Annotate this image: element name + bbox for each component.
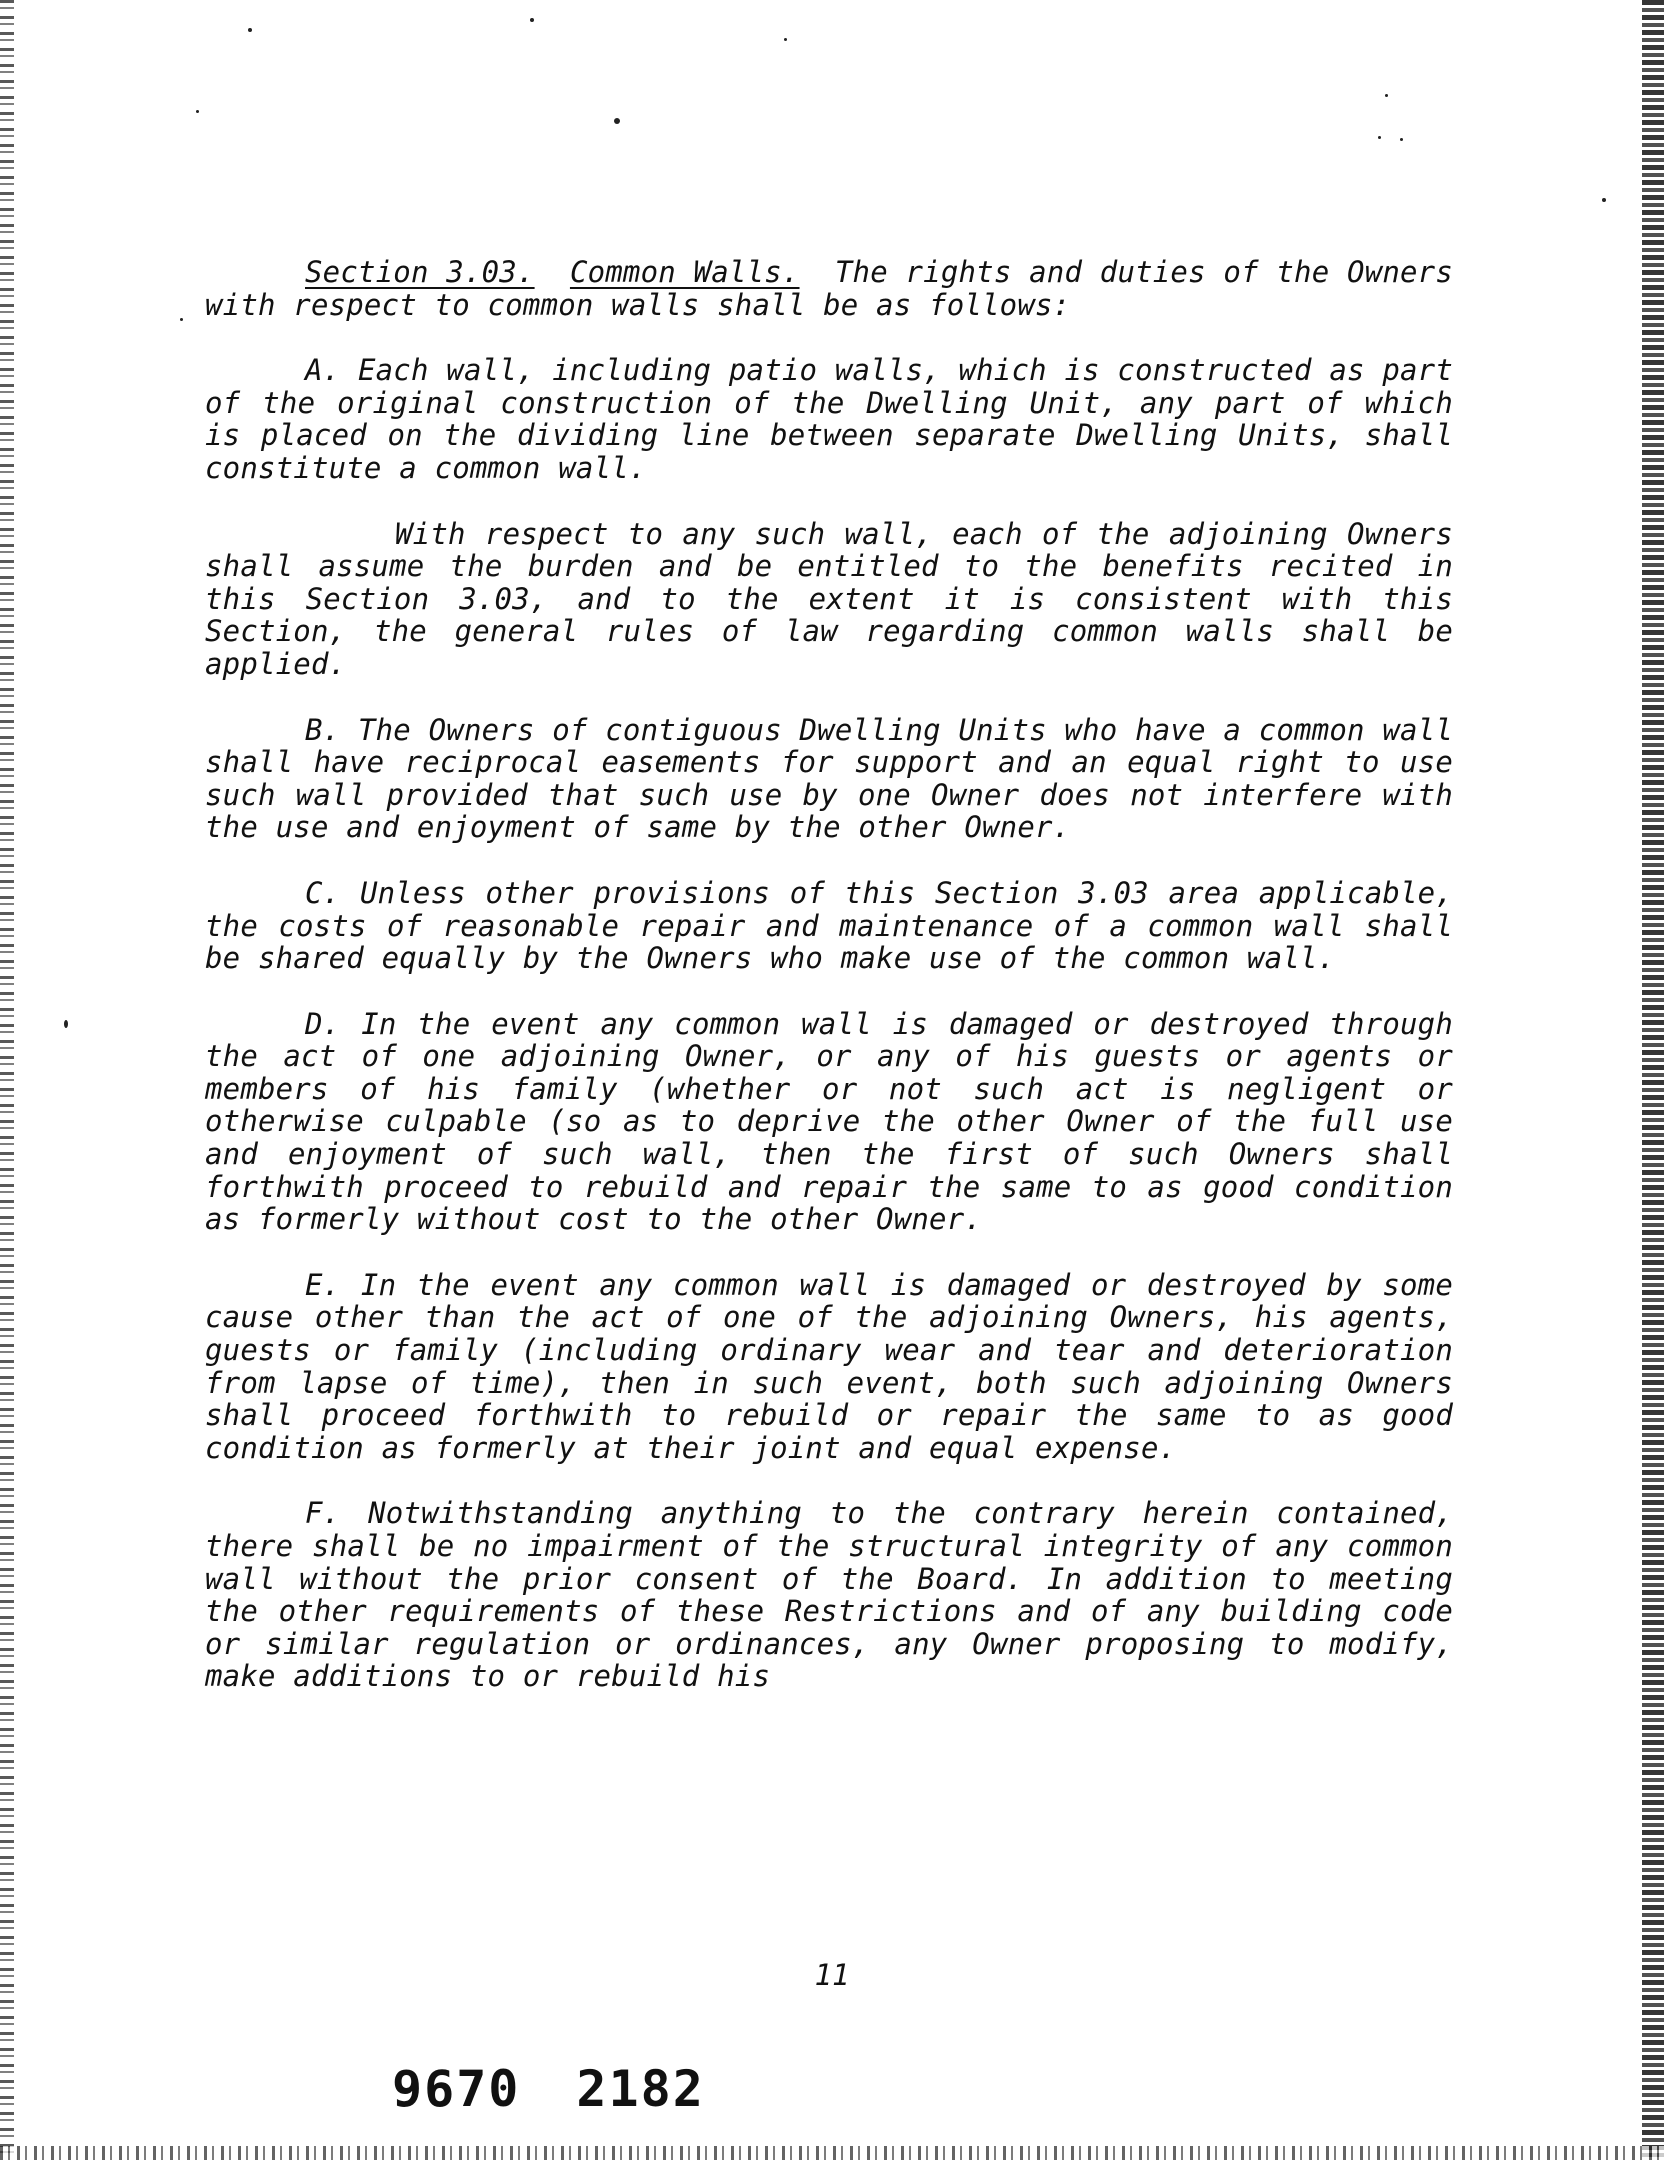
section-title: Common Walls. bbox=[569, 255, 800, 289]
paragraph-d: D. In the event any common wall is damaged or destroyed through the act of one adjoining Owner, or any of his guests or agents or members of his family (whether or not such act is negligent or otherwise culpable (so as to deprive the other Owner of the full use and enjoyment of such wall, then the first of such Owners shall forthwith proceed to rebuild and repair the same to as good condition as formerly without cost to the other Owner. bbox=[205, 1006, 1453, 1237]
paragraph-c: C. Unless other provisions of this Section 3.03 area applicable, the costs of reasonable repair and maintenance of a common wall shall be shared equally by the Owners who make use of the common wall. bbox=[205, 875, 1453, 976]
section-number: Section 3.03. bbox=[305, 255, 535, 289]
paragraph-b: B. The Owners of contiguous Dwelling Units who have a common wall shall have reciprocal easements for support and an equal right to use such wall provided that such use by one Owner does not interfere with the use and enjoyment of same by the other Owner. bbox=[205, 712, 1453, 845]
scan-speck bbox=[64, 1020, 68, 1028]
scan-speck bbox=[1400, 138, 1403, 141]
scan-speck bbox=[180, 318, 183, 321]
scan-speck bbox=[1378, 136, 1381, 139]
scan-speck bbox=[530, 18, 534, 22]
scan-edge-left bbox=[0, 0, 14, 2160]
paragraph-f: F. Notwithstanding anything to the contrary herein contained, there shall be no impairment of the structural integrity of any common wall without the prior consent of the Board. In addition to meeting the other requirements of these Restrictions and of any building code or similar regulation or ordinances, any Owner proposing to modify, make additions to or rebuild his bbox=[205, 1496, 1453, 1694]
scan-speck bbox=[1602, 198, 1606, 202]
stamp-right: 2182 bbox=[576, 2060, 705, 2118]
scan-speck bbox=[614, 118, 620, 124]
stamp-left: 9670 bbox=[392, 2060, 521, 2118]
scan-edge-bottom bbox=[0, 2146, 1664, 2160]
document-stamp-number bbox=[392, 2060, 705, 2118]
page-number: 11 bbox=[814, 1958, 850, 1992]
section-intro-paragraph bbox=[205, 256, 1453, 321]
scan-speck bbox=[1385, 94, 1388, 97]
scan-speck bbox=[196, 110, 199, 113]
scan-edge-right bbox=[1642, 0, 1664, 2160]
section-intro-text: The rights and duties of the Owners with respect to common walls shall be as follows: bbox=[205, 255, 1454, 322]
paragraph-a: A. Each wall, including patio walls, which is constructed as part of the original construction of the Dwelling Unit, any part of which is placed on the dividing line between separate Dwelling Units, shall constitute a common wall. bbox=[205, 353, 1453, 485]
paragraph-a-continued: With respect to any such wall, each of the adjoining Owners shall assume the burden and be entitled to the benefits recited in this Section 3.03, and to the extent it is consistent with this Section, the general rules of law regarding common walls shall be applied. bbox=[205, 516, 1453, 681]
scan-speck bbox=[248, 28, 252, 32]
paragraph-e: E. In the event any common wall is damaged or destroyed by some cause other than the act of one of the adjoining Owners, his agents, guests or family (including ordinary wear and tear and deterioration from lapse of time), then in such event, both such adjoining Owners shall proceed forthwith to rebuild or repair the same to as good condition as formerly at their joint and equal expense. bbox=[205, 1267, 1453, 1465]
document-body bbox=[205, 256, 1453, 1726]
scan-speck bbox=[784, 38, 787, 41]
